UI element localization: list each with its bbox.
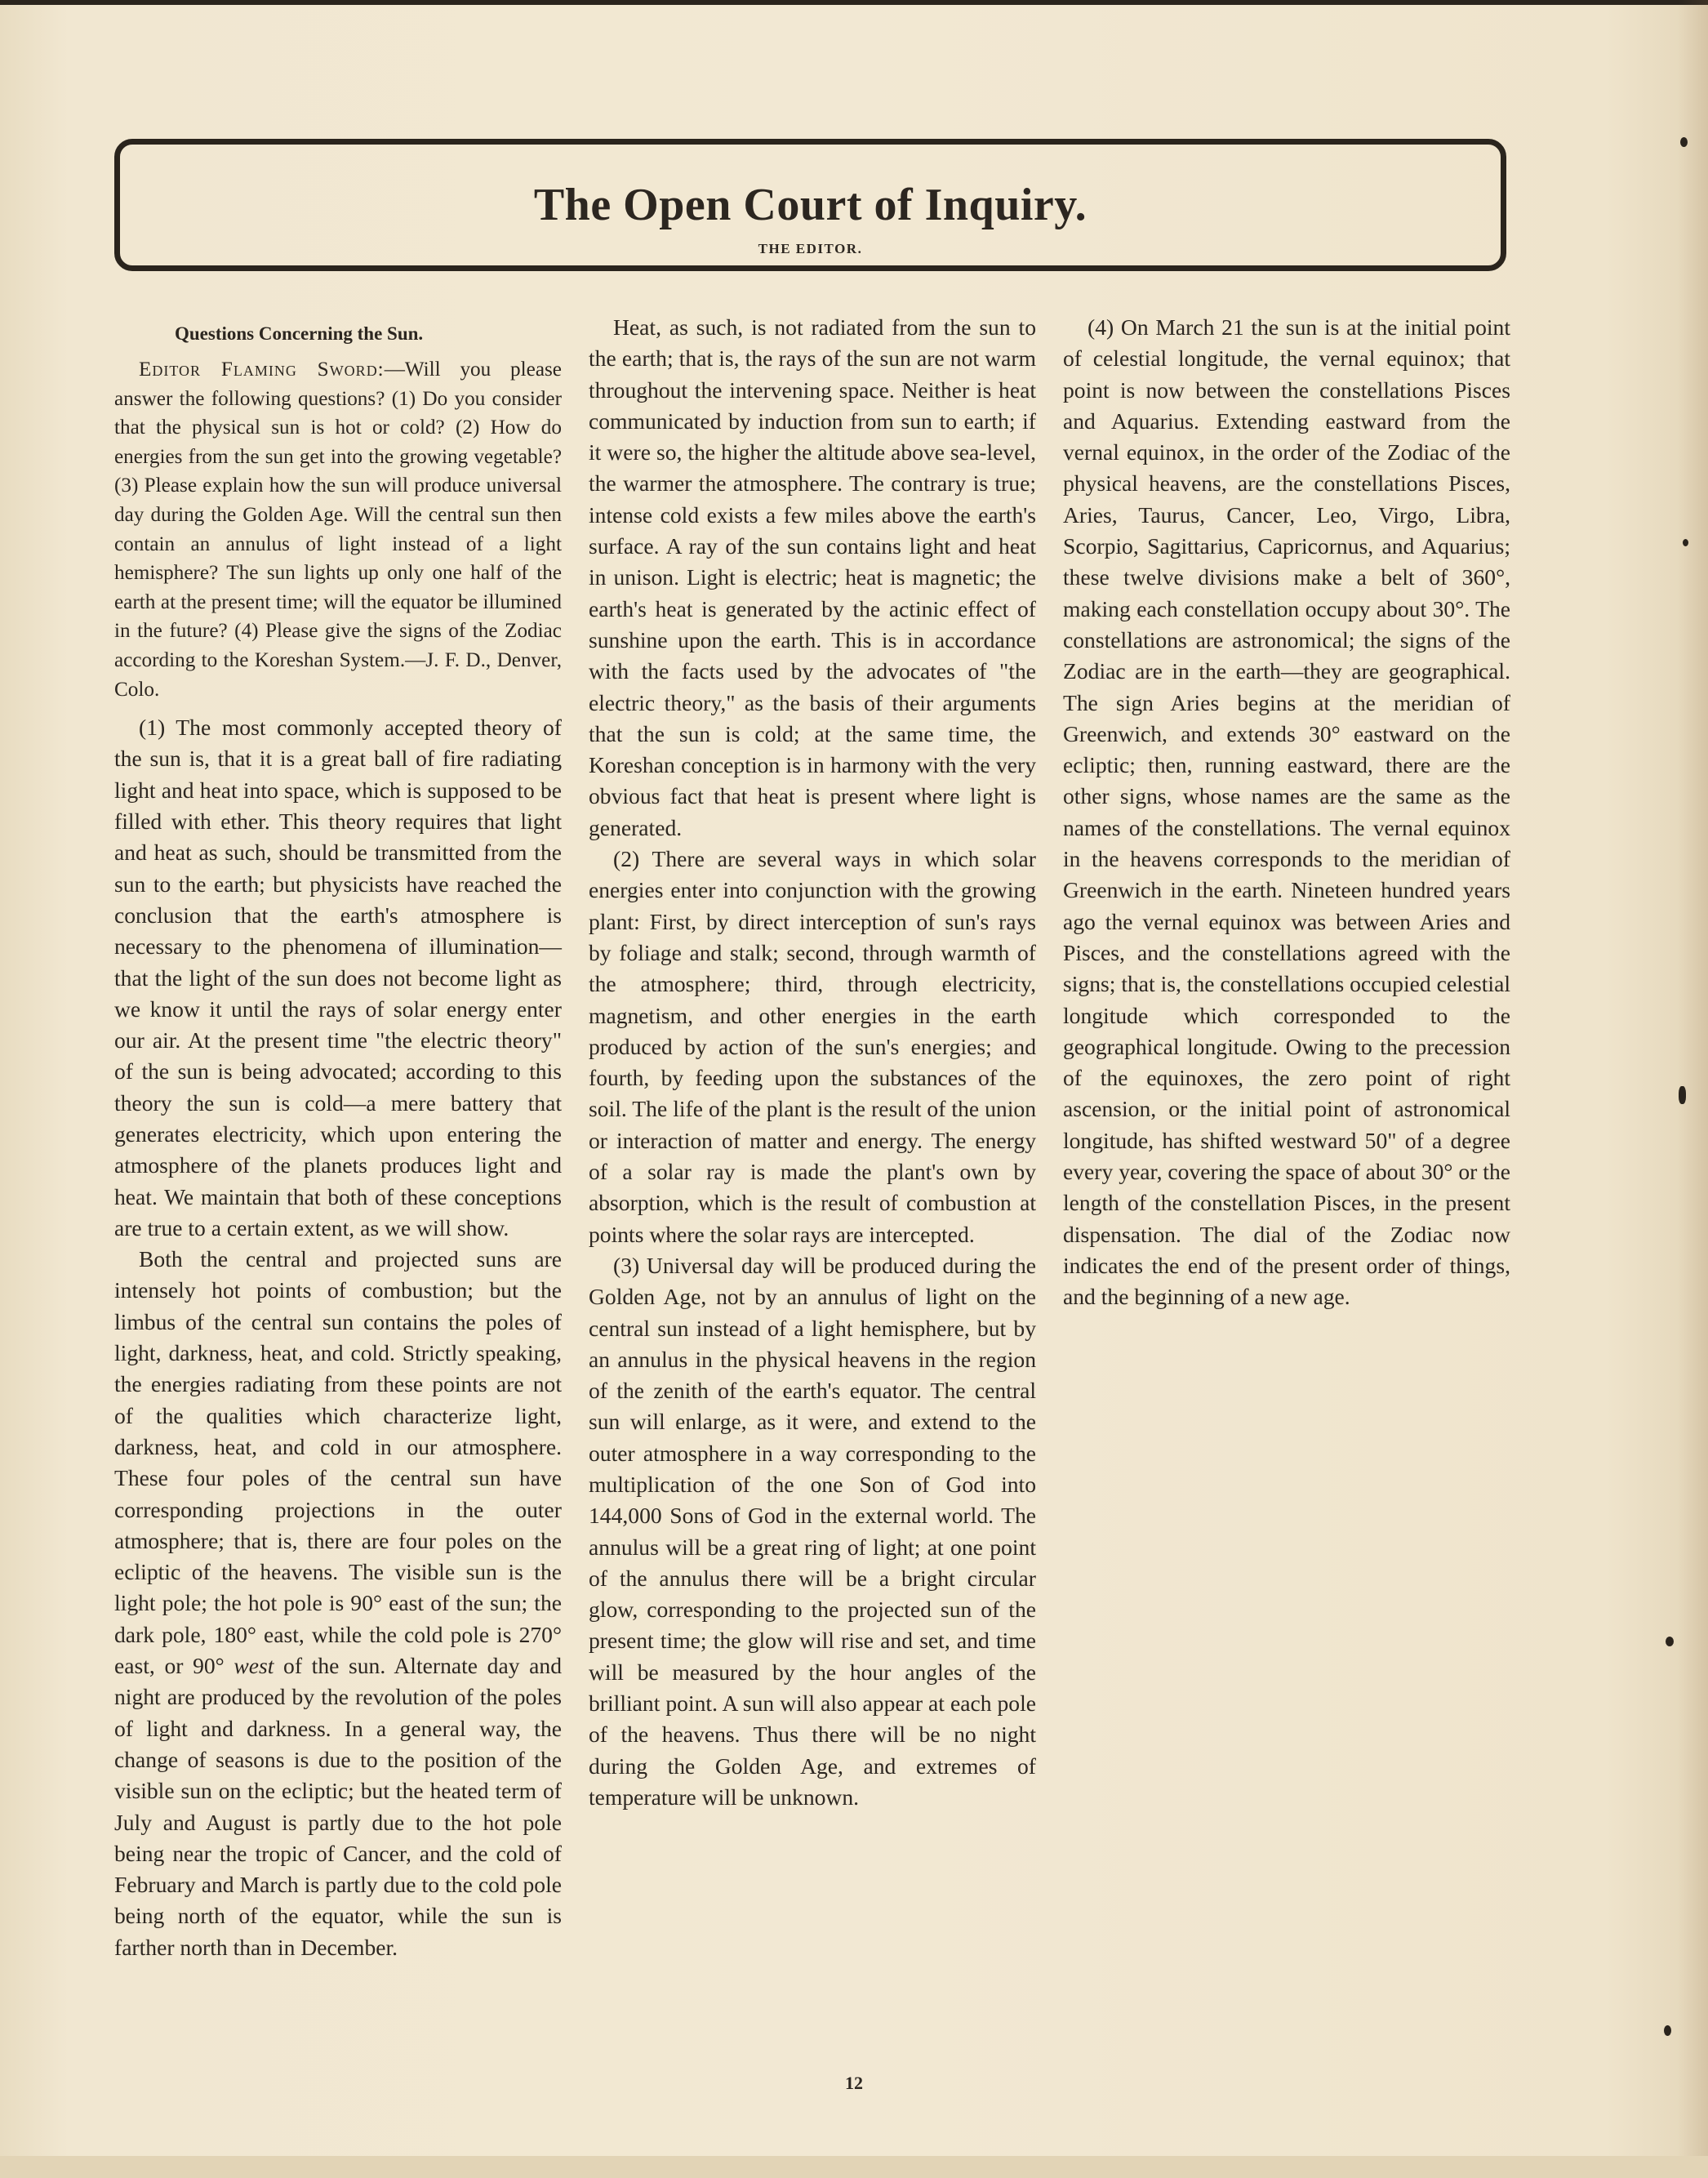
edge-mark [1680, 137, 1688, 147]
page-title: The Open Court of Inquiry. [533, 180, 1088, 230]
byline: THE EDITOR. [758, 241, 863, 256]
edge-mark [1666, 1637, 1674, 1646]
top-rule [0, 0, 1708, 5]
column-3 [1063, 312, 1510, 1313]
emphasis-west: west [234, 1653, 274, 1679]
header-box [114, 139, 1506, 271]
section-heading: Questions Concerning the Sun. [175, 323, 424, 344]
column-1 [114, 312, 562, 1963]
answer-paragraph-3: Heat, as such, is not radiated from the sun to the earth; that is, the rays of the sun are not warm throughout the intervening space. Neither is heat communicated by induction from sun to earth; if it were so, the higher the altitude above sea-level, the warmer the atmosphere. The contrary is true; intense cold exists a few miles above the earth's surface. A ray of the sun contains light and heat in unison. Light is electric; heat is magnetic; the earth's heat is generated by the actinic effect of sunshine upon the earth. This is in accordance with the facts used by the advocates of "the electric theory," as the basis of their arguments that the sun is cold; at the same time, the Koreshan conception is in harmony with the very obvious fact that heat is present where light is generated. [589, 314, 1036, 840]
edge-mark [1683, 539, 1688, 546]
column-2 [589, 312, 1036, 1813]
answer-paragraph-4: (2) There are several ways in which solar energies enter into conjunction with the growing plant: First, by direct interception of sun's rays by foliage and stalk; second, through warmth of the atmosphere; third, through electricity, magnetism, and other energies in the earth produced by action of the sun's energies; and fourth, by feeding upon the substances of the soil. The life of the plant is the result of the union or interaction of matter and energy. The energy of a solar ray is made the plant's own by absorption, which is the result of combustion at points where the solar rays are intercepted. [589, 846, 1036, 1247]
letter-salutation: Editor Flaming Sword: [139, 359, 385, 381]
answer-paragraph-1: (1) The most commonly accepted theory of the sun is, that it is a great ball of fire radiating light and heat into space, which is supposed to be filled with ether. This theory requires that light and heat as such, should be transmitted from the sun to the earth; but physicists have reached the conclusion that the earth's atmosphere is necessary to the phenomena of illumination—that the light of the sun does not become light as we know it until the rays of solar energy enter our air. At the present time "the electric theory" of the sun is being advocated; according to this theory the sun is cold—a mere battery that generates electricity, which upon entering the atmosphere of the planets produces light and heat. We maintain that both of these conceptions are true to a certain extent, as we will show. [114, 715, 562, 1240]
answer-paragraph-5: (3) Universal day will be produced during the Golden Age, not by an annulus of light on the central sun instead of a light hemisphere, but by an annulus in the physical heavens in the region of the zenith of the earth's equator. The central sun will enlarge, as it were, and extend to the outer atmosphere in a way corresponding to the multiplication of the one Son of God into 144,000 Sons of God in the external world. The annulus will be a great ring of light; at one point of the annulus there will be a bright circular glow, corresponding to the projected sun of the present time; the glow will rise and set, and time will be measured by the hour angles of the brilliant point. A sun will also appear at each pole of the heavens. Thus there will be no night during the Golden Age, and extremes of temperature will be unknown. [589, 1252, 1036, 1810]
page-number: 12 [845, 2073, 863, 2093]
answer-paragraph-2-part-2: of the sun. Alternate day and night are produced by the revolution of the poles of light and darkness. In a general way, the change of seasons is due to the position of the visible sun on the ecliptic; but the heated term of July and August is partly due to the hot pole being near the tropic of Cancer, and the cold of February and March is partly due to the cold pole being north of the equator, while the sun is farther north than in December. [114, 1653, 562, 1960]
answer-paragraph-6: (4) On March 21 the sun is at the initial point of celestial longitude, the vernal equinox; that point is now between the constellations Pisces and Aquarius. Extending eastward from the vernal equinox, in the order of the Zodiac of the physical heavens, are the constellations Pisces, Aries, Taurus, Cancer, Leo, Virgo, Libra, Scorpio, Sagittarius, Capricornus, and Aquarius; these twelve divisions make a belt of 360°, making each constellation occupy about 30°. The constellations are astronomical; the signs of the Zodiac are in the earth—they are geographical. The sign Aries begins at the meridian of Greenwich, and extends 30° eastward on the ecliptic; then, running eastward, there are the other signs, whose names are the same as the names of the constellations. The vernal equinox in the heavens corresponds to the meridian of Greenwich in the earth. Nineteen hundred years ago the vernal equinox was between Aries and Pisces, and the constellations agreed with the signs; that is, the constellations occupied celestial longitude which corresponded to the geographical longitude. Owing to the precession of the equinoxes, the zero point of right ascension, or the initial point of astronomical longitude, has shifted westward 50" of a degree every year, covering the space of about 30° or the length of the constellation Pisces, in the present dispensation. The dial of the Zodiac now indicates the end of the present order of things, and the beginning of a new age. [1063, 314, 1510, 1310]
edge-mark [1679, 1086, 1686, 1104]
reader-letter [114, 355, 562, 704]
answer-paragraph-2-part-1: Both the central and projected suns are intensely hot points of combustion; but the limbus of the central sun contains the poles of light, darkness, heat, and cold. Strictly speaking, the energies radiating from these points are not of the qualities which characterize light, darkness, heat, and cold in our atmosphere. These four poles of the central sun have corresponding projections in the outer atmosphere; that is, there are four poles on the ecliptic of the heavens. The visible sun is the light pole; the hot pole is 90° east of the sun; the dark pole, 180° east, while the cold pole is 270° east, or 90° [114, 1246, 562, 1679]
edge-mark [1664, 2025, 1671, 2036]
page-bottom-edge [0, 2156, 1708, 2178]
letter-text: —Will you please answer the following questions? (1) Do you consider that the physical sun is hot or cold? (2) How do energies from the sun get into the growing vegetable? (3) Please explain how the sun will produce universal day during the Golden Age. Will the central sun then contain an annulus of light instead of a light hemisphere? The sun lights up only one half of the earth at the present time; will the equator be illumined in the future? (4) Please give the signs of the Zodiac according to the Koreshan System.—J. F. D., Denver, Colo. [114, 359, 562, 701]
answer-paragraph-2 [114, 1244, 562, 1963]
